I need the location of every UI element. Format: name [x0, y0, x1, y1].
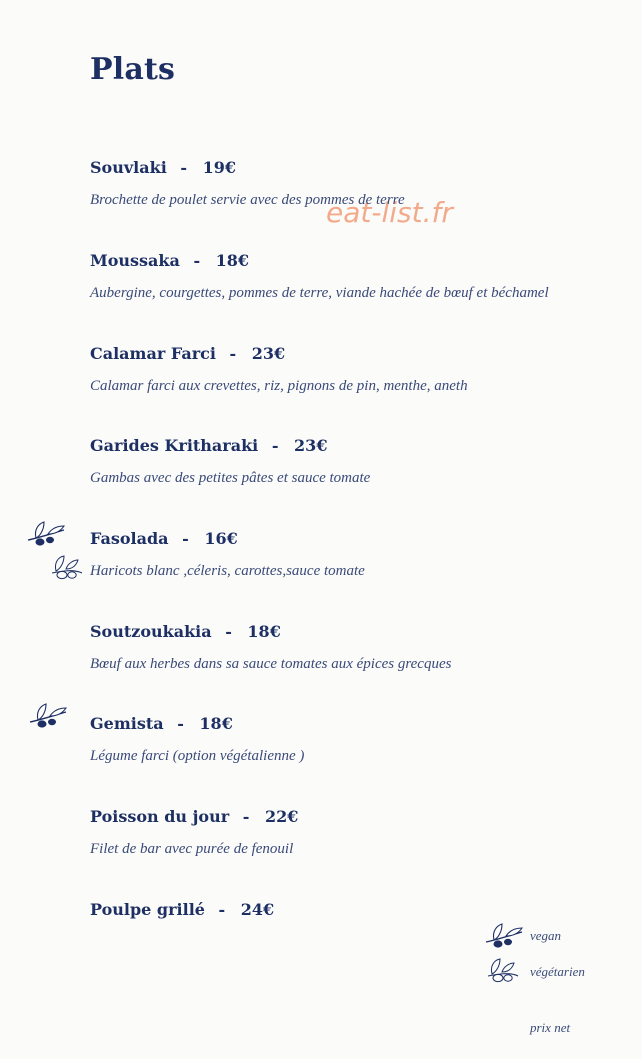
menu-item-price: 23€: [251, 344, 286, 363]
menu-item-price: 18€: [247, 622, 281, 641]
menu-item-price: 22€: [264, 807, 299, 826]
menu-item-description: Légume farci (option végétalienne ): [90, 748, 305, 764]
menu-item-poisson-du-jour: [90, 807, 610, 859]
menu-item-name: Garides Kritharaki: [90, 436, 259, 455]
menu-item-header: [90, 529, 610, 549]
menu-item-separator: -: [193, 251, 201, 270]
menu-item-separator: -: [177, 714, 184, 733]
menu-item-header: [90, 436, 610, 456]
menu-item-garides-kritharaki: [90, 436, 610, 488]
menu-item-separator: -: [242, 807, 250, 826]
menu-item-name: Calamar Farci: [90, 344, 216, 363]
menu-item-header: [90, 714, 610, 734]
page-title: Plats: [90, 52, 176, 87]
menu-item-price: 19€: [202, 158, 236, 177]
legend-label-vegetarian: végétarien: [530, 964, 585, 979]
olive-branch-outline-icon: [48, 553, 88, 583]
menu-item-name: Souvlaki: [90, 158, 167, 177]
menu-item-name: Poisson du jour: [90, 807, 230, 826]
menu-item-description: Calamar farci aux crevettes, riz, pignons de pin, menthe, aneth: [90, 378, 468, 394]
menu-item-separator: -: [218, 900, 226, 919]
menu-item-price: 24€: [240, 900, 275, 919]
menu-item-description: Filet de bar avec purée de fenouil: [90, 841, 294, 857]
menu-item-separator: -: [182, 529, 189, 548]
menu-item-header: [90, 158, 610, 178]
menu-item-separator: -: [271, 436, 279, 455]
menu-item-name: Soutzoukakia: [90, 622, 212, 641]
legend-row-vegetarian: [484, 956, 614, 986]
menu-item-souvlaki: [90, 158, 610, 210]
olive-branch-filled-icon: [484, 920, 524, 950]
menu-item-separator: -: [225, 622, 232, 641]
menu-item-description: Gambas avec des petites pâtes et sauce tomate: [90, 470, 371, 486]
menu-item-description: Haricots blanc ,céleris, carottes,sauce tomate: [90, 563, 365, 579]
olive-branch-filled-icon: [28, 700, 68, 730]
menu-item-header: [90, 344, 610, 364]
menu-item-moussaka: [90, 251, 610, 303]
menu-item-soutzoukakia: [90, 622, 610, 674]
menu-item-calamar-farci: [90, 344, 610, 396]
legend-label-vegan: vegan: [530, 928, 562, 943]
menu-item-description: Brochette de poulet servie avec des pommes de terre: [90, 192, 405, 208]
menu-item-name: Poulpe grillé: [90, 900, 205, 919]
watermark: eat-list.fr: [326, 196, 453, 229]
menu-item-name: Moussaka: [90, 251, 180, 270]
menu-item-price: 18€: [199, 714, 233, 733]
menu-item-description: Aubergine, courgettes, pommes de terre, viande hachée de bœuf et béchamel: [90, 285, 549, 301]
menu-item-separator: -: [229, 344, 237, 363]
menu-item-name: Gemista: [90, 714, 164, 733]
menu-item-poulpe-grille: [90, 900, 610, 920]
menu-item-price: 18€: [215, 251, 250, 270]
menu-item-header: [90, 251, 610, 271]
menu-item-description: Bœuf aux herbes dans sa sauce tomates aux épices grecques: [90, 656, 452, 672]
menu-item-fasolada: [90, 529, 610, 581]
menu-item-header: [90, 622, 610, 642]
olive-branch-outline-icon: [484, 956, 524, 986]
menu-item-price: 16€: [204, 529, 238, 548]
menu-item-price: 23€: [294, 436, 328, 455]
price-note: prix net: [530, 1020, 571, 1035]
menu-item-name: Fasolada: [90, 529, 169, 548]
menu-item-gemista: [90, 714, 610, 766]
menu-item-header: [90, 807, 610, 827]
menu-item-separator: -: [180, 158, 187, 177]
menu-item-header: [90, 900, 610, 920]
olive-branch-filled-icon: [26, 518, 66, 548]
legend-row-vegan: [484, 920, 614, 950]
